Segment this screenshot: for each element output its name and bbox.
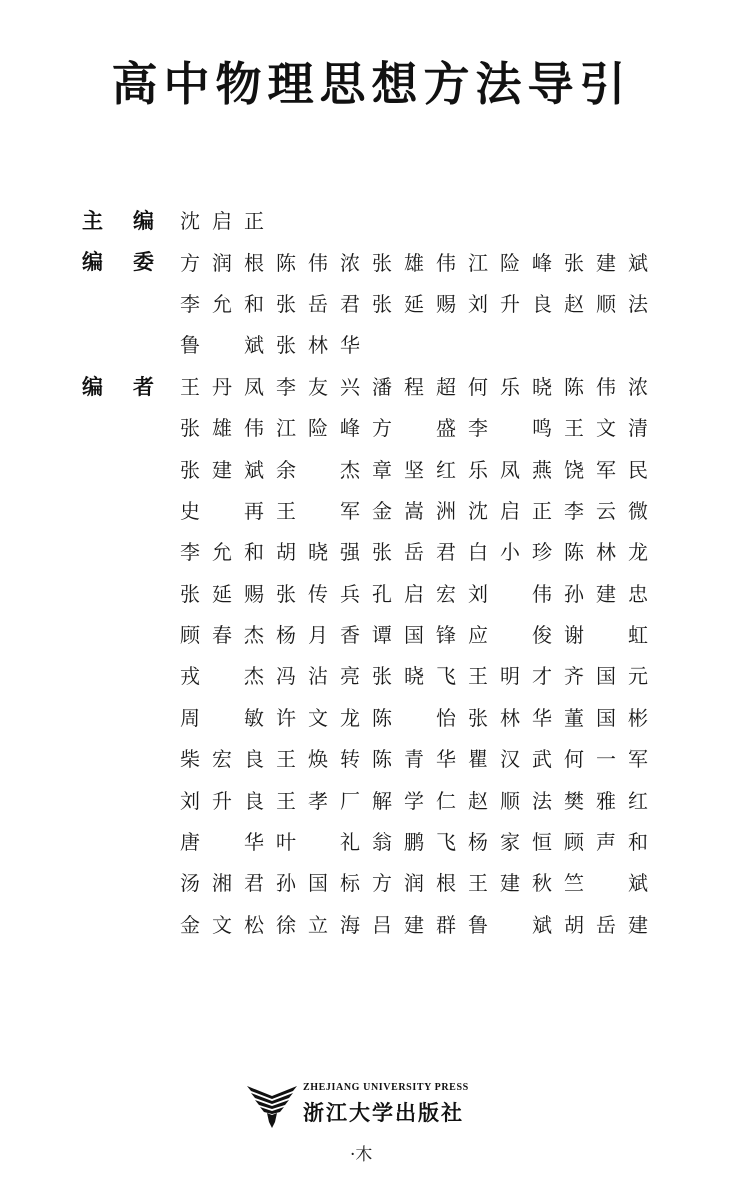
person-name: 陈 伟 浓 [564, 374, 648, 399]
person-name: 李 允 和 [180, 540, 264, 565]
person-name: 沈 启 正 [468, 498, 552, 523]
person-name: 王 军 [276, 498, 360, 523]
person-name: 孙 国 标 [276, 871, 360, 896]
person-name: 王 丹 凤 [180, 374, 264, 399]
credits-section [82, 201, 702, 946]
person-name: 柴 宏 良 [180, 747, 264, 772]
person-name: 瞿 汉 武 [468, 747, 552, 772]
person-name: 吕 建 群 [372, 912, 456, 937]
person-name: 张 延 赐 [180, 581, 264, 606]
name-list [180, 367, 660, 946]
role-editorial-board [82, 242, 702, 366]
person-name: 李 允 和 [180, 291, 264, 316]
person-name: 刘 升 良 [180, 788, 264, 813]
person-name: 赵 顺 法 [564, 291, 648, 316]
person-name: 徐 立 海 [276, 912, 360, 937]
person-name: 樊 雅 红 [564, 788, 648, 813]
person-name: 张 传 兵 [276, 581, 360, 606]
person-name: 赵 顺 法 [468, 788, 552, 813]
person-name: 陈 林 龙 [564, 540, 648, 565]
role-label: 编 委 [82, 250, 154, 275]
person-name: 周 敏 [180, 705, 264, 730]
person-name: 余 杰 [276, 457, 360, 482]
person-name: 顾 春 杰 [180, 623, 264, 648]
person-name: 陈 青 华 [372, 747, 456, 772]
person-name: 齐 国 元 [564, 664, 648, 689]
person-name: 鲁 斌 [180, 333, 264, 358]
person-name: 刘 伟 [468, 581, 552, 606]
person-name: 张 建 斌 [180, 457, 264, 482]
person-name: 金 嵩 洲 [372, 498, 456, 523]
person-name: 白 小 珍 [468, 540, 552, 565]
person-name: 唐 华 [180, 830, 264, 855]
person-name: 鲁 斌 [468, 912, 552, 937]
name-list [180, 201, 660, 242]
person-name: 王 焕 转 [276, 747, 360, 772]
person-name: 李 云 微 [564, 498, 648, 523]
person-name: 杨 家 恒 [468, 830, 552, 855]
person-name: 孔 启 宏 [372, 581, 456, 606]
person-name: 叶 礼 [276, 830, 360, 855]
person-name: 张 岳 君 [276, 291, 360, 316]
name-list [180, 242, 660, 366]
person-name: 江 险 峰 [276, 416, 360, 441]
person-name: 张 晓 飞 [372, 664, 456, 689]
person-name: 何 乐 晓 [468, 374, 552, 399]
person-name: 谭 国 锋 [372, 623, 456, 648]
person-name: 陈 伟 浓 [276, 250, 360, 275]
publisher-block [245, 1080, 505, 1130]
person-name: 翁 鹏 飞 [372, 830, 456, 855]
person-name: 李 鸣 [468, 416, 552, 441]
person-name: 张 林 华 [276, 333, 360, 358]
person-name: 胡 晓 强 [276, 540, 360, 565]
person-name: 金 文 松 [180, 912, 264, 937]
person-name: 解 学 仁 [372, 788, 456, 813]
person-name: 王 孝 厂 [276, 788, 360, 813]
eagle-logo-icon [245, 1082, 299, 1130]
person-name: 张 林 华 [468, 705, 552, 730]
person-name: 张 建 斌 [564, 250, 648, 275]
person-name: 竺 斌 [564, 871, 648, 896]
person-name: 方 润 根 [180, 250, 264, 275]
role-authors [82, 367, 702, 946]
publisher-name-en: ZHEJIANG UNIVERSITY PRESS [303, 1082, 469, 1093]
person-name: 乐 凤 燕 [468, 457, 552, 482]
person-name: 潘 程 超 [372, 374, 456, 399]
person-name: 应 俊 [468, 623, 552, 648]
person-name: 陈 怡 [372, 705, 456, 730]
person-name: 冯 沾 亮 [276, 664, 360, 689]
person-name: 方 盛 [372, 416, 456, 441]
person-name: 王 建 秋 [468, 871, 552, 896]
person-name: 刘 升 良 [468, 291, 552, 316]
book-title: 高中物理思想方法导引 [111, 57, 632, 111]
person-name: 胡 岳 建 [564, 912, 648, 937]
person-name: 董 国 彬 [564, 705, 648, 730]
person-name: 李 友 兴 [276, 374, 360, 399]
person-name: 戎 杰 [180, 664, 264, 689]
person-name: 沈 启 正 [180, 209, 264, 234]
role-label: 编 者 [82, 374, 154, 399]
person-name: 饶 军 民 [564, 457, 648, 482]
person-name: 杨 月 香 [276, 623, 360, 648]
person-name: 张 岳 君 [372, 540, 456, 565]
person-name: 史 再 [180, 498, 264, 523]
role-label: 主 编 [82, 209, 154, 233]
person-name: 顾 声 和 [564, 830, 648, 855]
person-name: 何 一 军 [564, 747, 648, 772]
person-name: 许 文 龙 [276, 705, 360, 730]
person-name: 王 文 清 [564, 416, 648, 441]
publisher-name-cn: 浙江大学出版社 [303, 1101, 464, 1125]
person-name: 章 坚 红 [372, 457, 456, 482]
person-name: 张 延 赐 [372, 291, 456, 316]
person-name: 江 险 峰 [468, 250, 552, 275]
person-name: 谢 虹 [564, 623, 648, 648]
role-chief-editor [82, 201, 702, 242]
person-name: 张 雄 伟 [180, 416, 264, 441]
person-name: 孙 建 忠 [564, 581, 648, 606]
person-name: 汤 湘 君 [180, 871, 264, 896]
page-mark: ·木 [350, 1145, 373, 1165]
person-name: 王 明 才 [468, 664, 552, 689]
person-name: 方 润 根 [372, 871, 456, 896]
person-name: 张 雄 伟 [372, 250, 456, 275]
